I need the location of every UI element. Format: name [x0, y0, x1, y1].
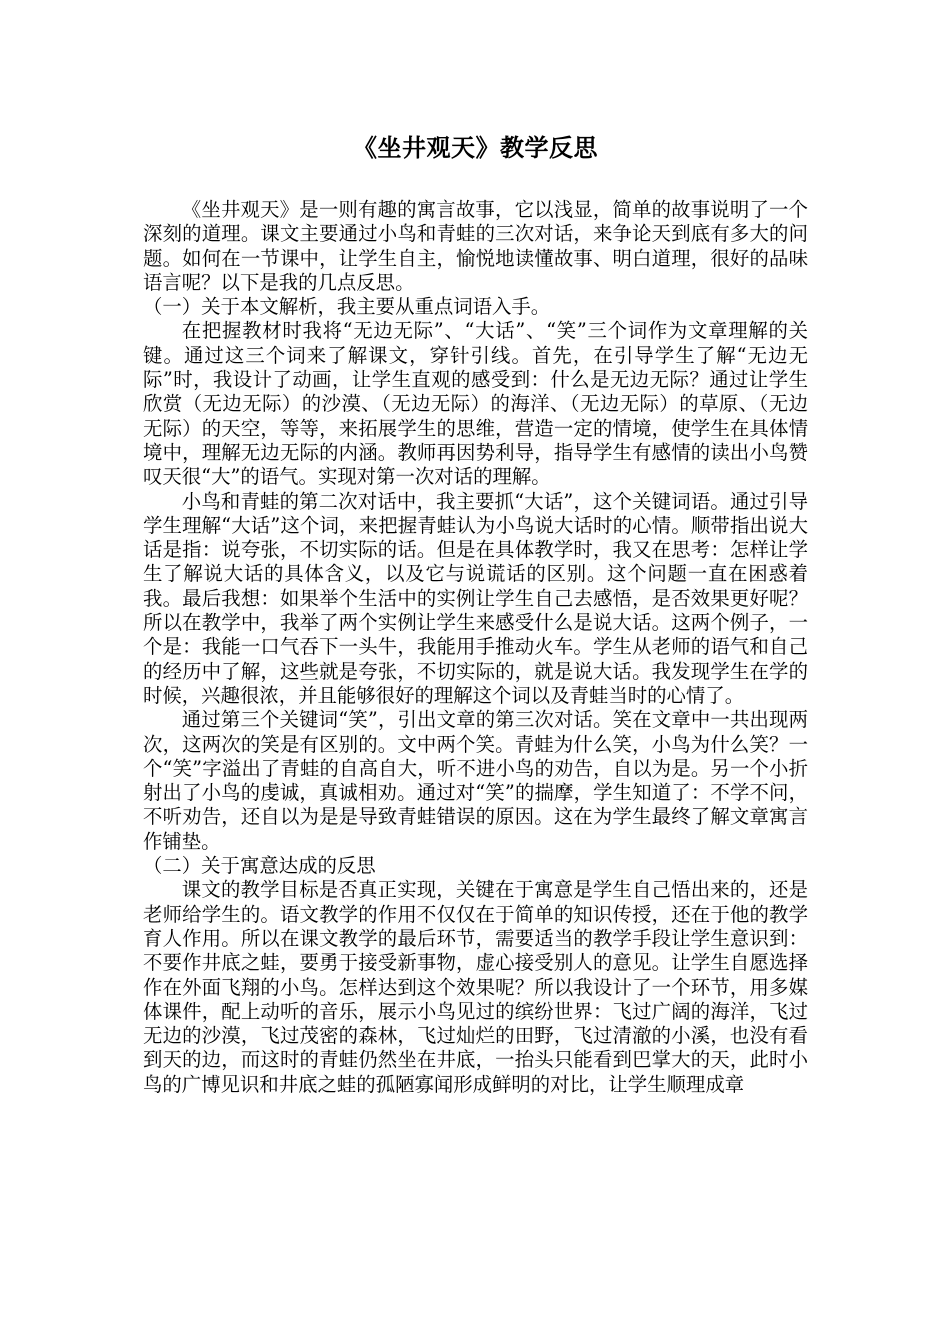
section-heading-1: （一）关于本文解析，我主要从重点词语入手。 — [143, 295, 551, 319]
section-heading-2: （二）关于寓意达成的反思 — [143, 854, 376, 878]
paragraph-keyword-xiao: 通过第三个关键词“笑”，引出文章的第三次对话。笑在文章中一共出现两次，这两次的笑是有区别的。文中两个笑。青蛙为什么笑，小鸟为什么笑？一个“笑”字溢出了青蛙的自高自大，听不进小鸟的劝告，自以为是。另一个小折射出了小鸟的虔诚，真诚相劝。通过对“笑”的揣摩，学生知道了：不学不问，不听劝告，还自以为是是导致青蛙错误的原因。这在为学生最终了解文章寓言作铺垫。 — [143, 708, 808, 853]
paragraph-intro: 《坐井观天》是一则有趣的寓言故事，它以浅显，简单的故事说明了一个深刻的道理。课文主要通过小鸟和青蛙的三次对话，来争论天到底有多大的问题。如何在一节课中，让学生自主，愉悦地读懂故事、明白道理，很好的品味语言呢？以下是我的几点反思。 — [143, 198, 808, 294]
document-page — [143, 130, 808, 1097]
document-body — [143, 198, 808, 1097]
paragraph-keyword-wubianwuji: 在把握教材时我将“无边无际”、“大话”、“笑”三个词作为文章理解的关键。通过这三个词来了解课文，穿针引线。首先，在引导学生了解“无边无际”时，我设计了动画，让学生直观的感受到：什么是无边无际？通过让学生欣赏（无边无际）的沙漠、（无边无际）的海洋、（无边无际）的草原、（无边无际）的天空，等等，来拓展学生的思维，营造一定的情境，使学生在具体情境中，理解无边无际的内涵。教师再因势利导，指导学生有感情的读出小鸟赞叹天很“大”的语气。实现对第一次对话的理解。 — [143, 319, 808, 489]
paragraph-keyword-dahua: 小鸟和青蛙的第二次对话中，我主要抓“大话”，这个关键词语。通过引导学生理解“大话”这个词，来把握青蛙认为小鸟说大话时的心情。顺带指出说大话是指：说夸张，不切实际的话。但是在具体教学时，我又在思考：怎样让学生了解说大话的具体含义，以及它与说谎话的区别。这个问题一直在困惑着我。最后我想：如果举个生活中的实例让学生自己去感悟，是否效果更好呢？所以在教学中，我举了两个实例让学生来感受什么是说大话。这两个例子，一个是：我能一口气吞下一头牛，我能用手推动火车。学生从老师的语气和自己的经历中了解，这些就是夸张，不切实际的，就是说大话。我发现学生在学的时候，兴趣很浓，并且能够很好的理解这个词以及青蛙当时的心情了。 — [143, 489, 808, 707]
paragraph-moral: 课文的教学目标是否真正实现，关键在于寓意是学生自己悟出来的，还是老师给学生的。语文教学的作用不仅仅在于简单的知识传授，还在于他的教学育人作用。所以在课文教学的最后环节，需要适当的教学手段让学生意识到：不要作井底之蛙，要勇于接受新事物，虚心接受别人的意见。让学生自愿选择作在外面飞翔的小鸟。怎样达到这个效果呢？所以我设计了一个环节，用多媒体课件，配上动听的音乐，展示小鸟见过的缤纷世界：飞过广阔的海洋，飞过无边的沙漠，飞过茂密的森林，飞过灿烂的田野，飞过清澈的小溪，也没有看到天的边，而这时的青蛙仍然坐在井底，一抬头只能看到巴掌大的天，此时小鸟的广博见识和井底之蛙的孤陋寡闻形成鲜明的对比，让学生顺理成章 — [143, 878, 808, 1096]
document-title: 《坐井观天》教学反思 — [353, 134, 598, 162]
